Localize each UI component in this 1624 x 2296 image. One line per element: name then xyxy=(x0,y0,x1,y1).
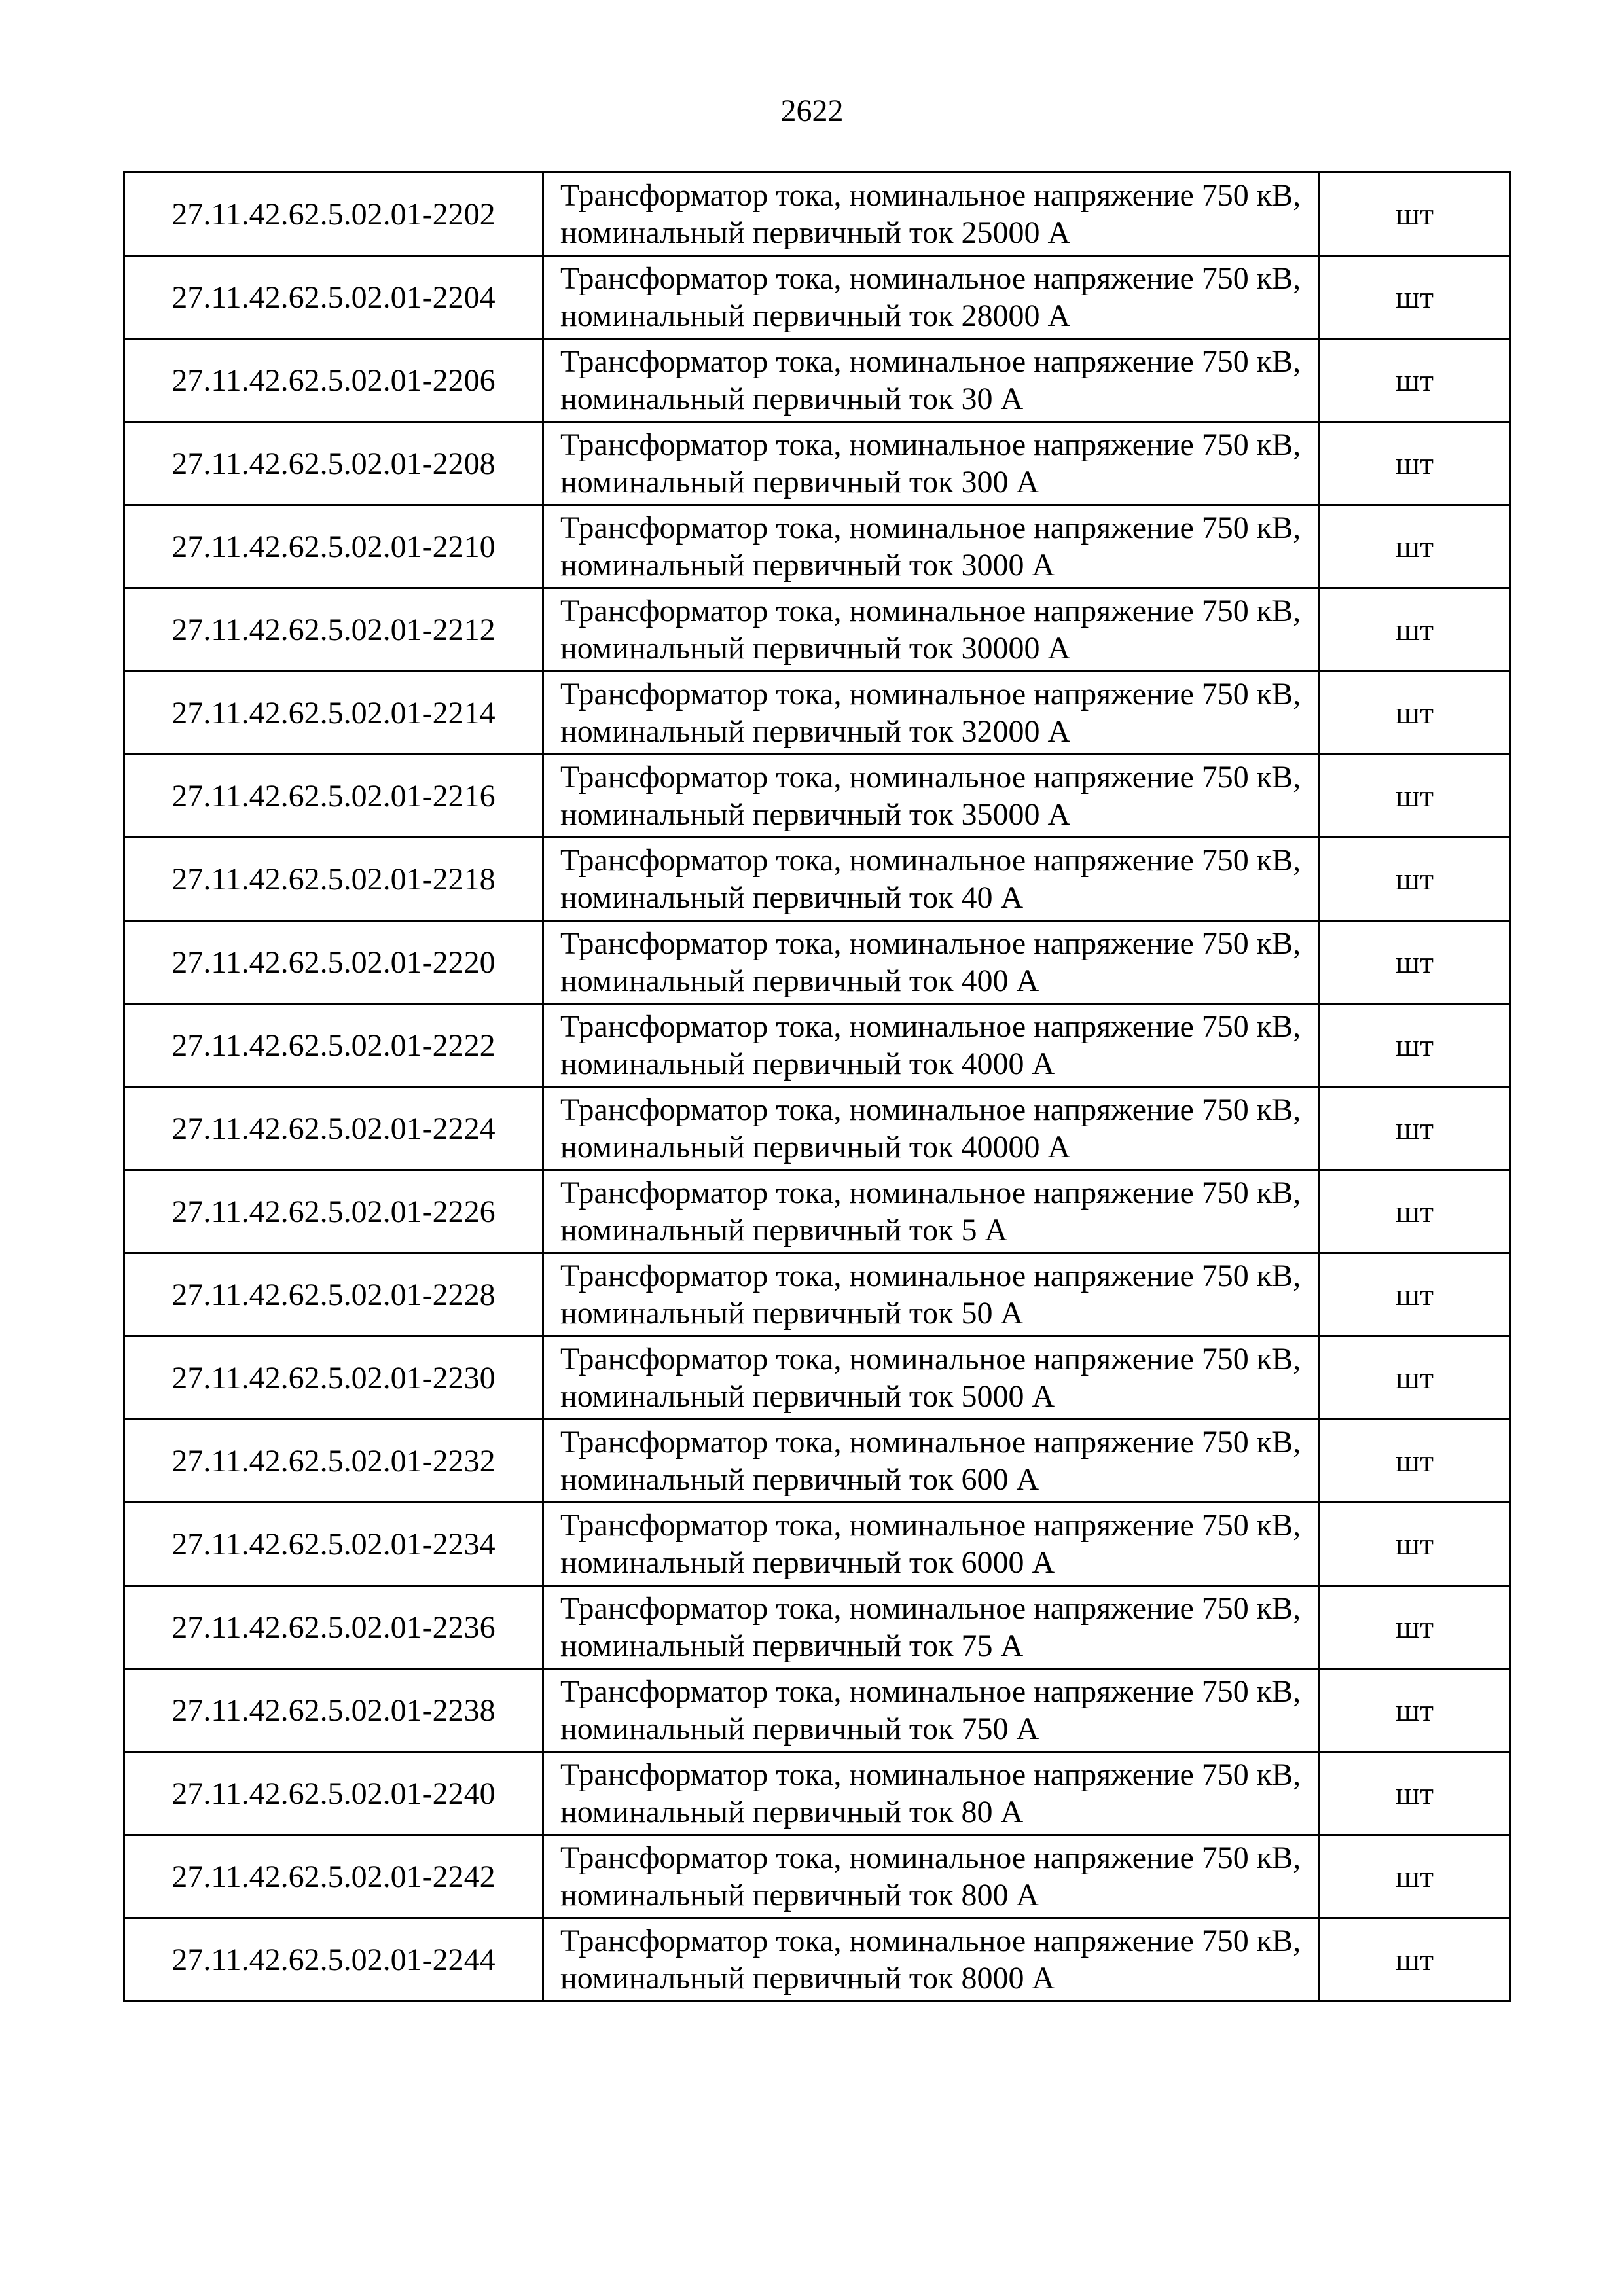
item-unit-cell: шт xyxy=(1319,339,1511,422)
table-row xyxy=(124,1752,1511,1835)
item-unit-cell: шт xyxy=(1319,422,1511,505)
item-code-cell: 27.11.42.62.5.02.01-2236 xyxy=(124,1586,543,1669)
item-name-cell: Трансформатор тока, номинальное напряжение 750 кВ, номинальный первичный ток 40000 А xyxy=(543,1087,1319,1170)
item-name-cell: Трансформатор тока, номинальное напряжение 750 кВ, номинальный первичный ток 32000 А xyxy=(543,672,1319,755)
item-unit-cell: шт xyxy=(1319,256,1511,339)
item-code-cell: 27.11.42.62.5.02.01-2228 xyxy=(124,1253,543,1336)
item-name-cell: Трансформатор тока, номинальное напряжение 750 кВ, номинальный первичный ток 25000 А xyxy=(543,173,1319,256)
item-name-cell: Трансформатор тока, номинальное напряжение 750 кВ, номинальный первичный ток 8000 А xyxy=(543,1918,1319,2001)
item-name-cell: Трансформатор тока, номинальное напряжение 750 кВ, номинальный первичный ток 6000 А xyxy=(543,1503,1319,1586)
item-name-cell: Трансформатор тока, номинальное напряжение 750 кВ, номинальный первичный ток 750 А xyxy=(543,1669,1319,1752)
item-name-cell: Трансформатор тока, номинальное напряжение 750 кВ, номинальный первичный ток 800 А xyxy=(543,1835,1319,1918)
item-name-cell: Трансформатор тока, номинальное напряжение 750 кВ, номинальный первичный ток 75 А xyxy=(543,1586,1319,1669)
table-row xyxy=(124,1586,1511,1669)
item-unit-cell: шт xyxy=(1319,755,1511,838)
table-row xyxy=(124,422,1511,505)
item-code-cell: 27.11.42.62.5.02.01-2244 xyxy=(124,1918,543,2001)
table-row xyxy=(124,505,1511,588)
item-name-cell: Трансформатор тока, номинальное напряжение 750 кВ, номинальный первичный ток 40 А xyxy=(543,838,1319,921)
item-unit-cell: шт xyxy=(1319,1586,1511,1669)
table-row xyxy=(124,339,1511,422)
item-code-cell: 27.11.42.62.5.02.01-2216 xyxy=(124,755,543,838)
table-row xyxy=(124,1420,1511,1503)
table-row xyxy=(124,755,1511,838)
item-unit-cell: шт xyxy=(1319,1170,1511,1253)
item-name-cell: Трансформатор тока, номинальное напряжение 750 кВ, номинальный первичный ток 3000 А xyxy=(543,505,1319,588)
table-row xyxy=(124,1004,1511,1087)
table-row xyxy=(124,921,1511,1004)
item-unit-cell: шт xyxy=(1319,1336,1511,1420)
item-name-cell: Трансформатор тока, номинальное напряжение 750 кВ, номинальный первичный ток 80 А xyxy=(543,1752,1319,1835)
item-unit-cell: шт xyxy=(1319,1087,1511,1170)
table-row xyxy=(124,256,1511,339)
item-name-cell: Трансформатор тока, номинальное напряжение 750 кВ, номинальный первичный ток 30000 А xyxy=(543,588,1319,672)
table-row xyxy=(124,1835,1511,1918)
table-row xyxy=(124,173,1511,256)
table-row xyxy=(124,1253,1511,1336)
table-row xyxy=(124,838,1511,921)
item-name-cell: Трансформатор тока, номинальное напряжение 750 кВ, номинальный первичный ток 35000 А xyxy=(543,755,1319,838)
item-unit-cell: шт xyxy=(1319,1669,1511,1752)
item-name-cell: Трансформатор тока, номинальное напряжение 750 кВ, номинальный первичный ток 4000 А xyxy=(543,1004,1319,1087)
item-code-cell: 27.11.42.62.5.02.01-2224 xyxy=(124,1087,543,1170)
item-unit-cell: шт xyxy=(1319,838,1511,921)
item-code-cell: 27.11.42.62.5.02.01-2212 xyxy=(124,588,543,672)
item-name-cell: Трансформатор тока, номинальное напряжение 750 кВ, номинальный первичный ток 5 А xyxy=(543,1170,1319,1253)
item-name-cell: Трансформатор тока, номинальное напряжение 750 кВ, номинальный первичный ток 28000 А xyxy=(543,256,1319,339)
item-unit-cell: шт xyxy=(1319,1004,1511,1087)
table-row xyxy=(124,1087,1511,1170)
item-code-cell: 27.11.42.62.5.02.01-2234 xyxy=(124,1503,543,1586)
item-code-cell: 27.11.42.62.5.02.01-2238 xyxy=(124,1669,543,1752)
item-unit-cell: шт xyxy=(1319,1420,1511,1503)
table-row xyxy=(124,1918,1511,2001)
item-code-cell: 27.11.42.62.5.02.01-2232 xyxy=(124,1420,543,1503)
item-name-cell: Трансформатор тока, номинальное напряжение 750 кВ, номинальный первичный ток 600 А xyxy=(543,1420,1319,1503)
item-code-cell: 27.11.42.62.5.02.01-2242 xyxy=(124,1835,543,1918)
table-row xyxy=(124,1336,1511,1420)
item-code-cell: 27.11.42.62.5.02.01-2222 xyxy=(124,1004,543,1087)
item-name-cell: Трансформатор тока, номинальное напряжение 750 кВ, номинальный первичный ток 400 А xyxy=(543,921,1319,1004)
registry-table xyxy=(123,171,1511,2002)
item-code-cell: 27.11.42.62.5.02.01-2218 xyxy=(124,838,543,921)
item-unit-cell: шт xyxy=(1319,588,1511,672)
item-unit-cell: шт xyxy=(1319,672,1511,755)
item-unit-cell: шт xyxy=(1319,1918,1511,2001)
item-name-cell: Трансформатор тока, номинальное напряжение 750 кВ, номинальный первичный ток 30 А xyxy=(543,339,1319,422)
item-code-cell: 27.11.42.62.5.02.01-2206 xyxy=(124,339,543,422)
item-name-cell: Трансформатор тока, номинальное напряжение 750 кВ, номинальный первичный ток 5000 А xyxy=(543,1336,1319,1420)
item-code-cell: 27.11.42.62.5.02.01-2210 xyxy=(124,505,543,588)
registry-table-body xyxy=(124,173,1511,2001)
item-code-cell: 27.11.42.62.5.02.01-2208 xyxy=(124,422,543,505)
item-name-cell: Трансформатор тока, номинальное напряжение 750 кВ, номинальный первичный ток 50 А xyxy=(543,1253,1319,1336)
item-unit-cell: шт xyxy=(1319,1503,1511,1586)
item-unit-cell: шт xyxy=(1319,921,1511,1004)
table-row xyxy=(124,1503,1511,1586)
item-code-cell: 27.11.42.62.5.02.01-2204 xyxy=(124,256,543,339)
item-code-cell: 27.11.42.62.5.02.01-2220 xyxy=(124,921,543,1004)
item-code-cell: 27.11.42.62.5.02.01-2230 xyxy=(124,1336,543,1420)
item-unit-cell: шт xyxy=(1319,505,1511,588)
table-row xyxy=(124,588,1511,672)
item-code-cell: 27.11.42.62.5.02.01-2226 xyxy=(124,1170,543,1253)
table-row xyxy=(124,1170,1511,1253)
item-code-cell: 27.11.42.62.5.02.01-2202 xyxy=(124,173,543,256)
item-unit-cell: шт xyxy=(1319,1835,1511,1918)
item-name-cell: Трансформатор тока, номинальное напряжение 750 кВ, номинальный первичный ток 300 А xyxy=(543,422,1319,505)
table-row xyxy=(124,672,1511,755)
item-unit-cell: шт xyxy=(1319,1253,1511,1336)
item-code-cell: 27.11.42.62.5.02.01-2214 xyxy=(124,672,543,755)
item-code-cell: 27.11.42.62.5.02.01-2240 xyxy=(124,1752,543,1835)
page-number: 2622 xyxy=(780,94,844,128)
table-row xyxy=(124,1669,1511,1752)
item-unit-cell: шт xyxy=(1319,1752,1511,1835)
item-unit-cell: шт xyxy=(1319,173,1511,256)
